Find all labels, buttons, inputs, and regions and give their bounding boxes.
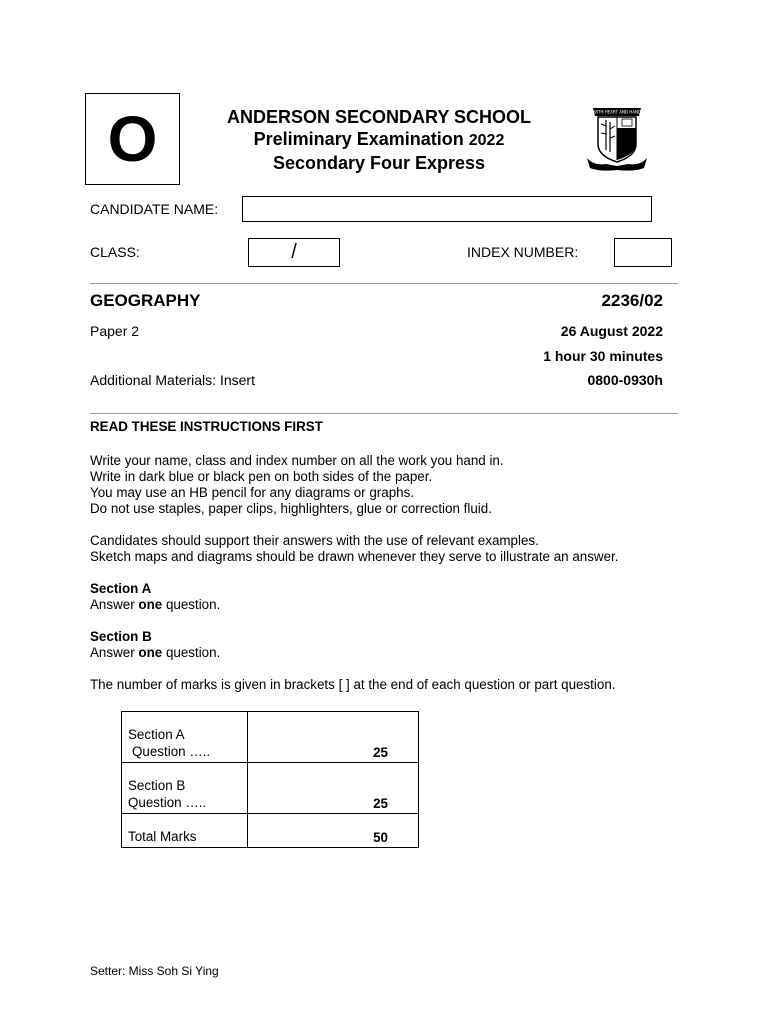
instruction-line: You may use an HB pencil for any diagrams or graphs. [90, 485, 415, 500]
section-a-title: Section A [90, 581, 152, 596]
section-label: Section B [128, 778, 186, 793]
school-crest-icon [584, 104, 650, 172]
section-label: Section A [128, 727, 185, 742]
answer-suffix: question. [165, 597, 221, 612]
question-label: Question ….. [132, 744, 211, 759]
instructions-heading: READ THESE INSTRUCTIONS FIRST [90, 419, 323, 434]
marks-table [121, 711, 419, 848]
setter-credit: Setter: Miss Soh Si Ying [90, 964, 219, 978]
answer-prefix: Answer [90, 645, 135, 660]
answer-prefix: Answer [90, 597, 135, 612]
answer-count: one [138, 597, 163, 612]
marks-cell: 25 [248, 763, 419, 814]
support-instructions [90, 533, 690, 565]
title-block [200, 106, 558, 174]
section-b-instruction [90, 629, 690, 661]
section-a-answer [90, 597, 690, 613]
paper-code: 2236/02 [601, 291, 663, 310]
candidate-name-label: CANDIDATE NAME: [90, 201, 219, 217]
marks-cell: 25 [248, 712, 419, 763]
question-label: Question ….. [128, 795, 207, 810]
exam-name [200, 128, 558, 152]
grade-letter-box [85, 93, 180, 185]
section-b-title: Section B [90, 629, 152, 644]
class-field[interactable] [248, 238, 340, 267]
total-marks: 50 [248, 814, 419, 848]
exam-year: 2022 [468, 132, 505, 149]
school-name: ANDERSON SECONDARY SCHOOL [226, 107, 532, 127]
section-cell [122, 763, 248, 814]
instructions [90, 419, 690, 709]
index-number-field[interactable] [614, 238, 672, 267]
divider-top [90, 283, 678, 284]
candidate-name-field[interactable] [242, 196, 652, 222]
grade-letter: O [107, 103, 158, 175]
instruction-line: Candidates should support their answers with the use of relevant examples. [90, 533, 539, 548]
marks-note: The number of marks is given in brackets [ ] at the end of each question or part question. [90, 677, 616, 692]
exam-date: 26 August 2022 [560, 323, 663, 339]
divider-middle [90, 413, 678, 414]
total-label: Total Marks [122, 814, 248, 848]
section-a-instruction [90, 581, 690, 613]
index-number-label: INDEX NUMBER: [467, 244, 579, 260]
svg-text:WITH HEART AND HAND: WITH HEART AND HAND [592, 109, 642, 115]
class-label: CLASS: [90, 244, 140, 260]
instruction-line: Write your name, class and index number on all the work you hand in. [90, 453, 504, 468]
exam-level: Secondary Four Express [272, 153, 486, 173]
instruction-line: Write in dark blue or black pen on both sides of the paper. [90, 469, 433, 484]
exam-time: 0800-0930h [587, 372, 663, 388]
table-row [122, 763, 419, 814]
answer-count: one [138, 645, 163, 660]
paper-number: Paper 2 [90, 323, 140, 339]
instruction-line: Sketch maps and diagrams should be drawn whenever they serve to illustrate an answer. [90, 549, 619, 564]
exam-title: Preliminary Examination [253, 129, 464, 149]
general-instructions [90, 453, 690, 517]
section-b-answer [90, 645, 690, 661]
table-row [122, 712, 419, 763]
subject-title: GEOGRAPHY [90, 291, 201, 310]
table-row-total [122, 814, 419, 848]
exam-duration: 1 hour 30 minutes [543, 348, 663, 364]
answer-suffix: question. [165, 645, 221, 660]
section-cell [122, 712, 248, 763]
additional-materials: Additional Materials: Insert [90, 372, 255, 388]
instruction-line: Do not use staples, paper clips, highlighters, glue or correction fluid. [90, 501, 492, 516]
class-separator: / [291, 241, 297, 263]
